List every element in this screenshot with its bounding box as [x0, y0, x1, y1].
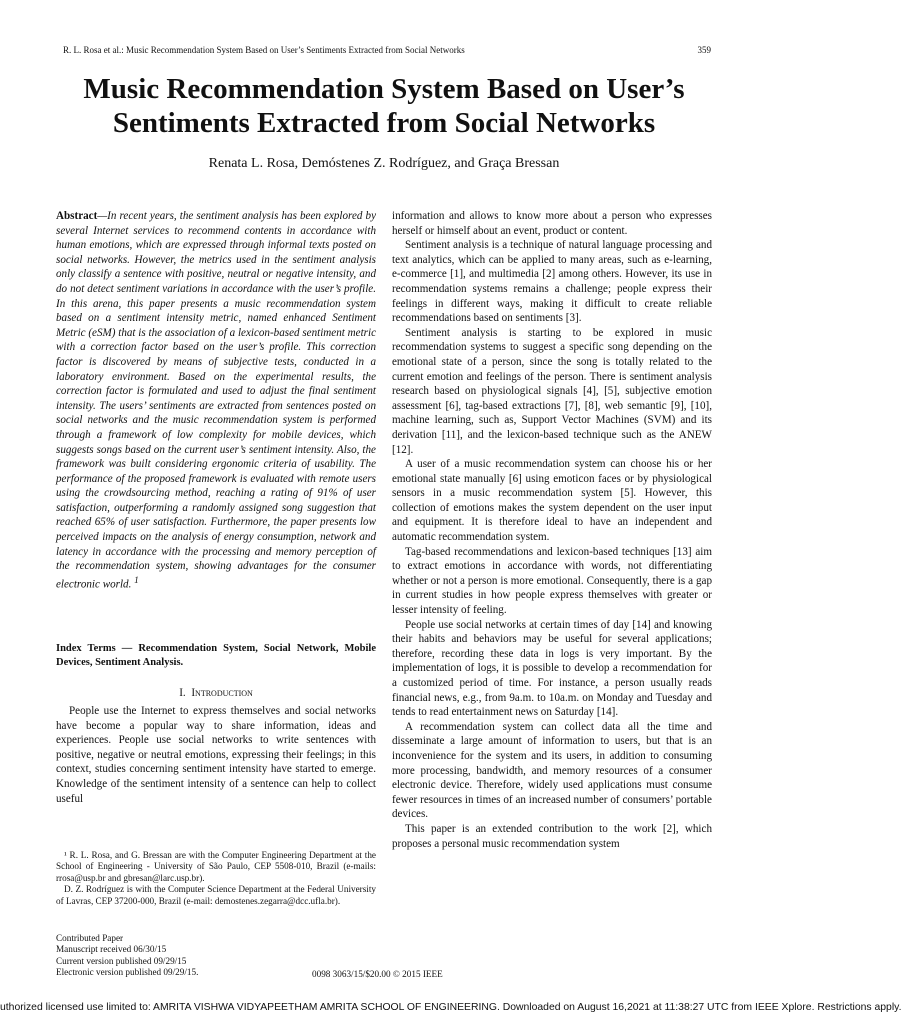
body-paragraph: information and allows to know more about a person who expresses herself or himself about an event, product or content.: [392, 210, 712, 237]
pub-info-line: Contributed Paper: [56, 933, 124, 943]
index-terms: Index Terms — Recommendation System, Social Network, Mobile Devices, Sentiment Analysis.: [56, 643, 376, 668]
abstract-text: —In recent years, the sentiment analysis has been explored by several Internet services to recommend contents in accordance with human emotions, which are expressed through informal texts posted on social networks. However, the metrics used in the sentiment analysis only classify a sentence with positive, neutral or negative intensity, and do not detect sentiment variations in accordance with the user’s profile. In this arena, this paper presents a music recommendation system based on a sentiment intensity metric, named enhanced Sentiment Metric (eSM) that is the association of a lexicon-based sentiment metric with a correction factor based on the user’s profile. This correction factor is discovered by means of subjective tests, conducted in a laboratory environment. Based on the experimental results, the correction factor is formulated and used to adjust the final sentiment intensity. The users’ sentiments are extracted from sentences posted on social networks and the music recommendation system is performed through a framework of low complexity for mobile devices, which suggests songs based on the current user’s sentiment intensity. Also, the framework was built considering ergonomic criteria of usability. The performance of the proposed framework is evaluated with remote users using the crowdsourcing method, reaching a rating of 91% of user satisfaction, outperforming a randomly assigned song suggestion that reached 65% of user satisfaction. Furthermore, the paper presents low perceived impacts on the analysis of energy consumption, network and latency in accordance with the processing and memory perception of the recommendation system, showing advantages for the consumer electronic world.: [56, 210, 376, 591]
footnote-1: ¹ R. L. Rosa, and G. Bressan are with the Computer Engineering Department at the School of Engineering - University of São Paulo, CEP 5508-010, Brazil (e-mails: rrosa@usp.br and gbresan@larc.usp.br).: [56, 850, 376, 883]
section-title: Introduction: [191, 687, 253, 699]
download-banner: uthorized licensed use limited to: AMRITA VISHWA VIDYAPEETHAM AMRITA SCHOOL OF ENGINEERING. Downloaded on August 16,2021 at 11:38:27 UTC from IEEE Xplore. Restrictions apply.: [0, 1002, 901, 1013]
running-title: R. L. Rosa et al.: Music Recommendation System Based on User’s Sentiments Extracted from Social Networks: [63, 45, 465, 55]
author-list: Renata L. Rosa, Demóstenes Z. Rodríguez, and Graça Bressan: [208, 156, 560, 171]
doi-line: 0098 3063/15/$20.00 © 2015 IEEE: [312, 969, 443, 979]
footnotes: [56, 850, 376, 907]
section-number: I.: [179, 687, 186, 699]
body-paragraph: A recommendation system can collect data all the time and disseminate a large amount of information to users, but that is an inconvenience for the system and its users, in addition to consuming more processing, bandwidth, and memory resources of a consumer electronic device. Therefore, widely used applications must consume fewer resources in times of an increased number of consumers’ portable devices.: [392, 720, 712, 821]
footnote-2: D. Z. Rodríguez is with the Computer Science Department at the Federal University of Lavras, CEP 37200-000, Brazil (e-mail: demostenes.zegarra@dcc.ufla.br).: [56, 884, 376, 906]
abstract: [56, 209, 376, 592]
page-number: 359: [697, 45, 711, 55]
footnote-mark: 1: [134, 575, 139, 586]
body-paragraph: People use social networks at certain times of day [14] and knowing their habits and behaviors may be useful for several applications; therefore, recording these data in logs is very important. By the implementation of logs, it is possible to develop a recommendation for a customized period of time. For instance, a person usually reads financial news, e.g., from 9a.m. to 10a.m. on Monday and Tuesday and tends to read entertainment news on Saturday [14].: [392, 618, 712, 719]
right-column: [392, 209, 712, 851]
pub-info-line: Electronic version published 09/29/15.: [56, 967, 199, 978]
body-paragraph: Sentiment analysis is a technique of natural language processing and text analytics, which can be applied to many areas, such as e-learning, e-commerce [1], and multimedia [2] among others. However, its use in recommendation systems remains a challenge; people express their feelings in different ways, making it difficult to create reliable recommendations based on sentiments [3].: [392, 239, 712, 325]
body-paragraph: This paper is an extended contribution to the work [2], which proposes a personal music recommendation system: [392, 822, 712, 850]
body-paragraph: Tag-based recommendations and lexicon-based techniques [13] aim to extract emotions in accordance with words, not differentiating whether or not a person is more emotional. Consequently, there is a gap in current studies in how people express themselves with greater or lesser intensity of feeling.: [392, 545, 712, 617]
intro-body: [56, 704, 376, 806]
body-paragraph: Sentiment analysis is starting to be explored in music recommendation systems to suggest a specific song depending on the emotional state of a person, since the song is totally related to the current emotion and feelings of the person. There is sentiment analysis research based on physiological signals [4], [5], subjective emotion assessment [6], tag-based extractions [7], [8], web semantic [9], [10], machine learning, such as, Support Vector Machines (SVM) and its derivation [11], and the lexicon-based technique such as the ANEW [12].: [392, 326, 712, 456]
abstract-label: Abstract: [56, 210, 98, 222]
section-heading: [56, 686, 376, 701]
body-paragraph: A user of a music recommendation system can choose his or her emotional state manually [6] using emoticon faces or by physiological sensors in a music recommendation system [5]. However, this collection of emotions makes the system dependent on the user input and equipment. It is therefore ideal to have an independent and automatic recommendation system.: [392, 458, 712, 544]
pub-info-line: Manuscript received 06/30/15: [56, 944, 167, 955]
intro-paragraph: People use the Internet to express themselves and social networks have become a popular way to share information, ideas and experiences. People use social networks to write sentences with positive, negative or neutral emotions, expressing their feelings; in this context, studies concerning sentiment intensity have started to emerge. Knowledge of the sentiment intensity of a sentence can help to collect useful: [56, 705, 376, 805]
paper-title: Music Recommendation System Based on User’s Sentiments Extracted from Social Networks: [83, 73, 685, 139]
running-head: [63, 45, 711, 55]
pub-info-line: Current version published 09/29/15: [56, 955, 187, 966]
